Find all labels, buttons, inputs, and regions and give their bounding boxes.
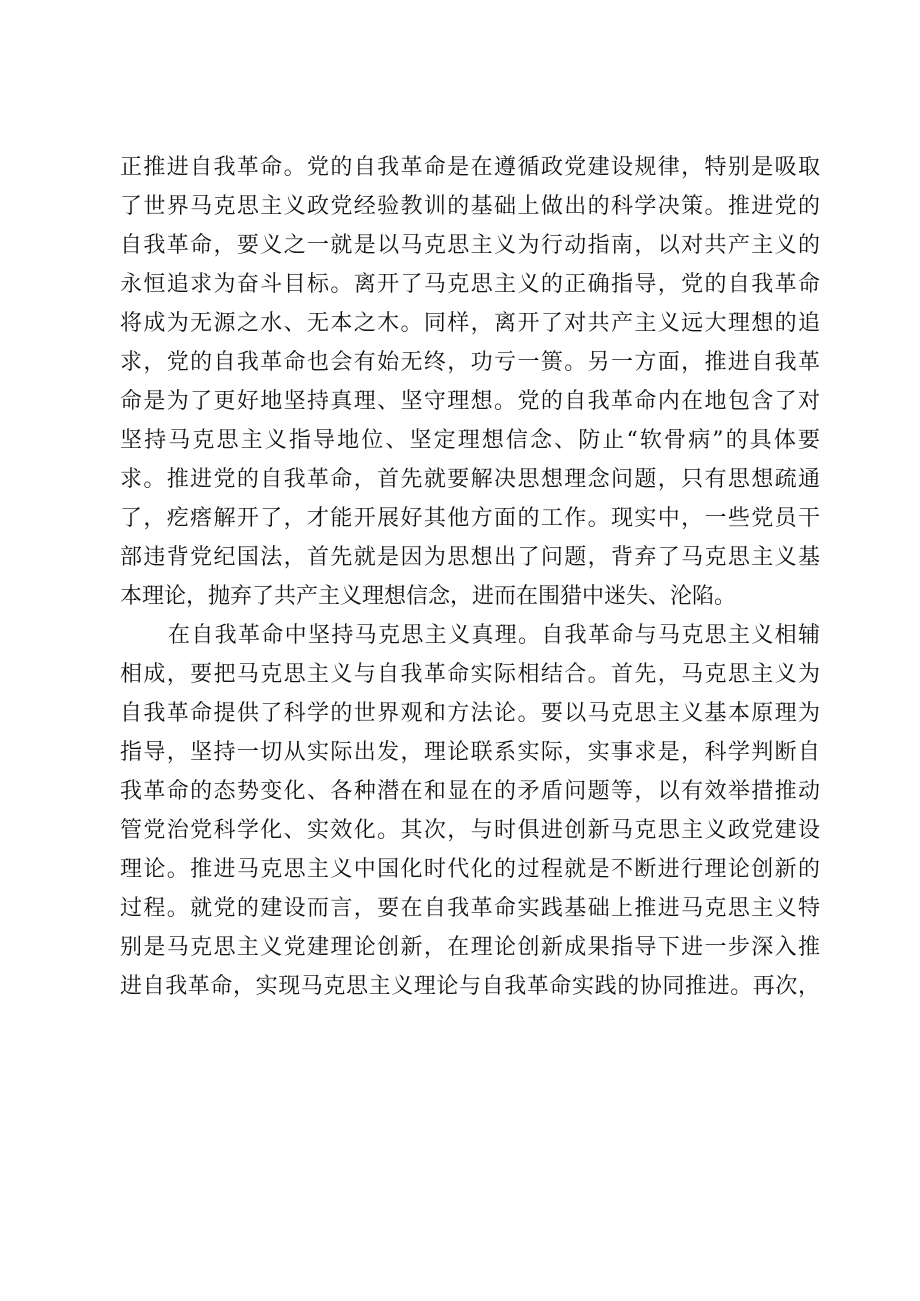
text-line: 求，党的自我革命也会有始无终，功亏一篑。另一方面，推进自我革	[120, 350, 820, 375]
text-line: 永恒追求为奋斗目标。离开了马克思主义的正确指导，党的自我革命	[120, 272, 820, 297]
text-line: 求。推进党的自我革命，首先就要解决思想理念问题，只有思想疏通	[120, 467, 820, 492]
text-line: 别是马克思主义党建理论创新，在理论创新成果指导下进一步深入推	[120, 935, 820, 960]
text-line: 了，疙瘩解开了，才能开展好其他方面的工作。现实中，一些党员干	[120, 506, 820, 531]
text-line: 部违背党纪国法，首先就是因为思想出了问题，背弃了马克思主义基	[120, 545, 820, 570]
text-line: 理论。推进马克思主义中国化时代化的过程就是不断进行理论创新的	[120, 857, 820, 882]
paragraph-1	[120, 148, 820, 616]
text-line: 过程。就党的建设而言，要在自我革命实践基础上推进马克思主义特	[120, 896, 820, 921]
text-line: 自我革命，要义之一就是以马克思主义为行动指南，以对共产主义的	[120, 233, 820, 258]
text-line: 正推进自我革命。党的自我革命是在遵循政党建设规律，特别是吸取	[120, 155, 820, 180]
paragraph-2	[120, 616, 820, 1006]
text-line: 坚持马克思主义指导地位、坚定理想信念、防止“软骨病”的具体要	[120, 428, 820, 453]
text-line: 将成为无源之水、无本之木。同样，离开了对共产主义远大理想的追	[120, 311, 820, 336]
text-line: 命是为了更好地坚持真理、坚守理想。党的自我革命内在地包含了对	[120, 389, 820, 414]
text-line: 相成，要把马克思主义与自我革命实际相结合。首先，马克思主义为	[120, 662, 820, 687]
text-line: 在自我革命中坚持马克思主义真理。自我革命与马克思主义相辅	[168, 623, 820, 648]
document-body	[120, 148, 820, 1006]
text-line: 我革命的态势变化、各种潜在和显在的矛盾问题等，以有效举措推动	[120, 779, 820, 804]
text-line: 了世界马克思主义政党经验教训的基础上做出的科学决策。推进党的	[120, 194, 820, 219]
text-line: 自我革命提供了科学的世界观和方法论。要以马克思主义基本原理为	[120, 701, 820, 726]
text-line: 管党治党科学化、实效化。其次，与时俱进创新马克思主义政党建设	[120, 818, 820, 843]
text-line: 指导，坚持一切从实际出发，理论联系实际，实事求是，科学判断自	[120, 740, 820, 765]
text-line: 进自我革命，实现马克思主义理论与自我革命实践的协同推进。再次，	[120, 974, 820, 999]
text-line: 本理论，抛弃了共产主义理想信念，进而在围猎中迷失、沦陷。	[120, 584, 737, 609]
